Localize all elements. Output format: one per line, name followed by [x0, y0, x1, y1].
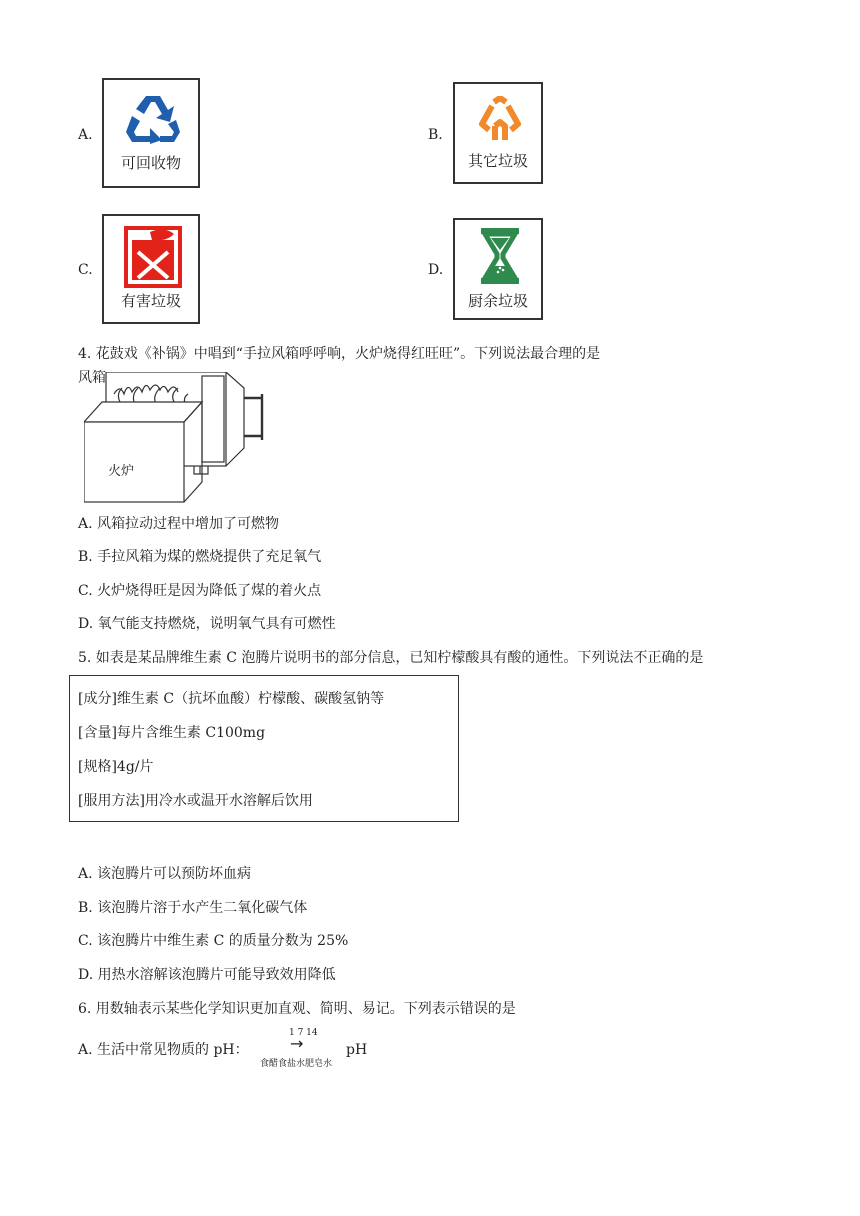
- option-a-sign: [102, 78, 200, 188]
- q5-option-d: D. 用热水溶解该泡腾片可能导致效用降低: [78, 967, 336, 983]
- q5-stem: 5. 如表是某品牌维生素 C 泡腾片说明书的部分信息，已知柠檬酸具有酸的通性。下列说法不正确的是: [78, 650, 704, 666]
- axis-items: 食醋食盐水肥皂水: [260, 1059, 333, 1069]
- option-a-label: 可回收物: [120, 154, 181, 172]
- q4-option-b: B. 手拉风箱为煤的燃烧提供了充足氧气: [78, 549, 322, 565]
- q4-option-a: A. 风箱拉动过程中增加了可燃物: [78, 516, 280, 532]
- q4-option-d: D. 氧气能支持燃烧，说明氧气具有可燃性: [78, 616, 336, 632]
- q6-option-a-prefix: A. 生活中常见物质的 pH：: [78, 1042, 249, 1058]
- table-row: [成分]维生素 C（抗坏血酸）柠檬酸、碳酸氢钠等: [78, 691, 385, 707]
- bellows-stove-drawing: [84, 372, 274, 504]
- q5-option-c: C. 该泡腾片中维生素 C 的质量分数为 25%: [78, 933, 349, 949]
- q5-option-a: A. 该泡腾片可以预防坏血病: [78, 866, 252, 882]
- recycle-icon: [124, 92, 182, 144]
- option-d-letter: D.: [428, 262, 444, 278]
- option-b-letter: B.: [428, 127, 443, 143]
- vitamin-c-info-table: [69, 675, 459, 822]
- table-row: [规格]4g/片: [78, 759, 154, 775]
- hazardous-icon: [124, 226, 182, 288]
- option-d-sign: [453, 218, 543, 320]
- figure-label-stove: 火炉: [108, 464, 135, 479]
- table-row: [服用方法]用冷水或温开水溶解后饮用: [78, 793, 313, 809]
- option-d-label: 厨余垃圾: [467, 292, 528, 310]
- bellows-stove-figure: [84, 372, 274, 504]
- option-c-letter: C.: [78, 262, 93, 278]
- option-c-label: 有害垃圾: [120, 292, 181, 310]
- axis-unit: pH: [346, 1042, 368, 1058]
- option-a-letter: A.: [78, 127, 93, 143]
- figure-label-bellows: 风箱: [78, 370, 106, 386]
- other-waste-icon: [477, 96, 523, 144]
- option-b-label: 其它垃圾: [467, 152, 528, 170]
- q6-stem: 6. 用数轴表示某些化学知识更加直观、简明、易记。下列表示错误的是: [78, 1001, 516, 1017]
- option-c-sign: [102, 214, 200, 324]
- option-b-sign: [453, 82, 543, 184]
- axis-numbers: 1 7 14: [289, 1028, 318, 1038]
- q5-option-b: B. 该泡腾片溶于水产生二氧化碳气体: [78, 900, 308, 916]
- table-row: [含量]每片含维生素 C100mg: [78, 725, 266, 741]
- q4-option-c: C. 火炉烧得旺是因为降低了煤的着火点: [78, 583, 322, 599]
- q4-stem: 4. 花鼓戏《补锅》中唱到“手拉风箱呼呼响，火炉烧得红旺旺”。下列说法最合理的是: [78, 346, 601, 362]
- axis-arrow-icon: →: [290, 1034, 304, 1053]
- hourglass-icon: [477, 228, 523, 284]
- ph-number-line: [260, 1028, 346, 1068]
